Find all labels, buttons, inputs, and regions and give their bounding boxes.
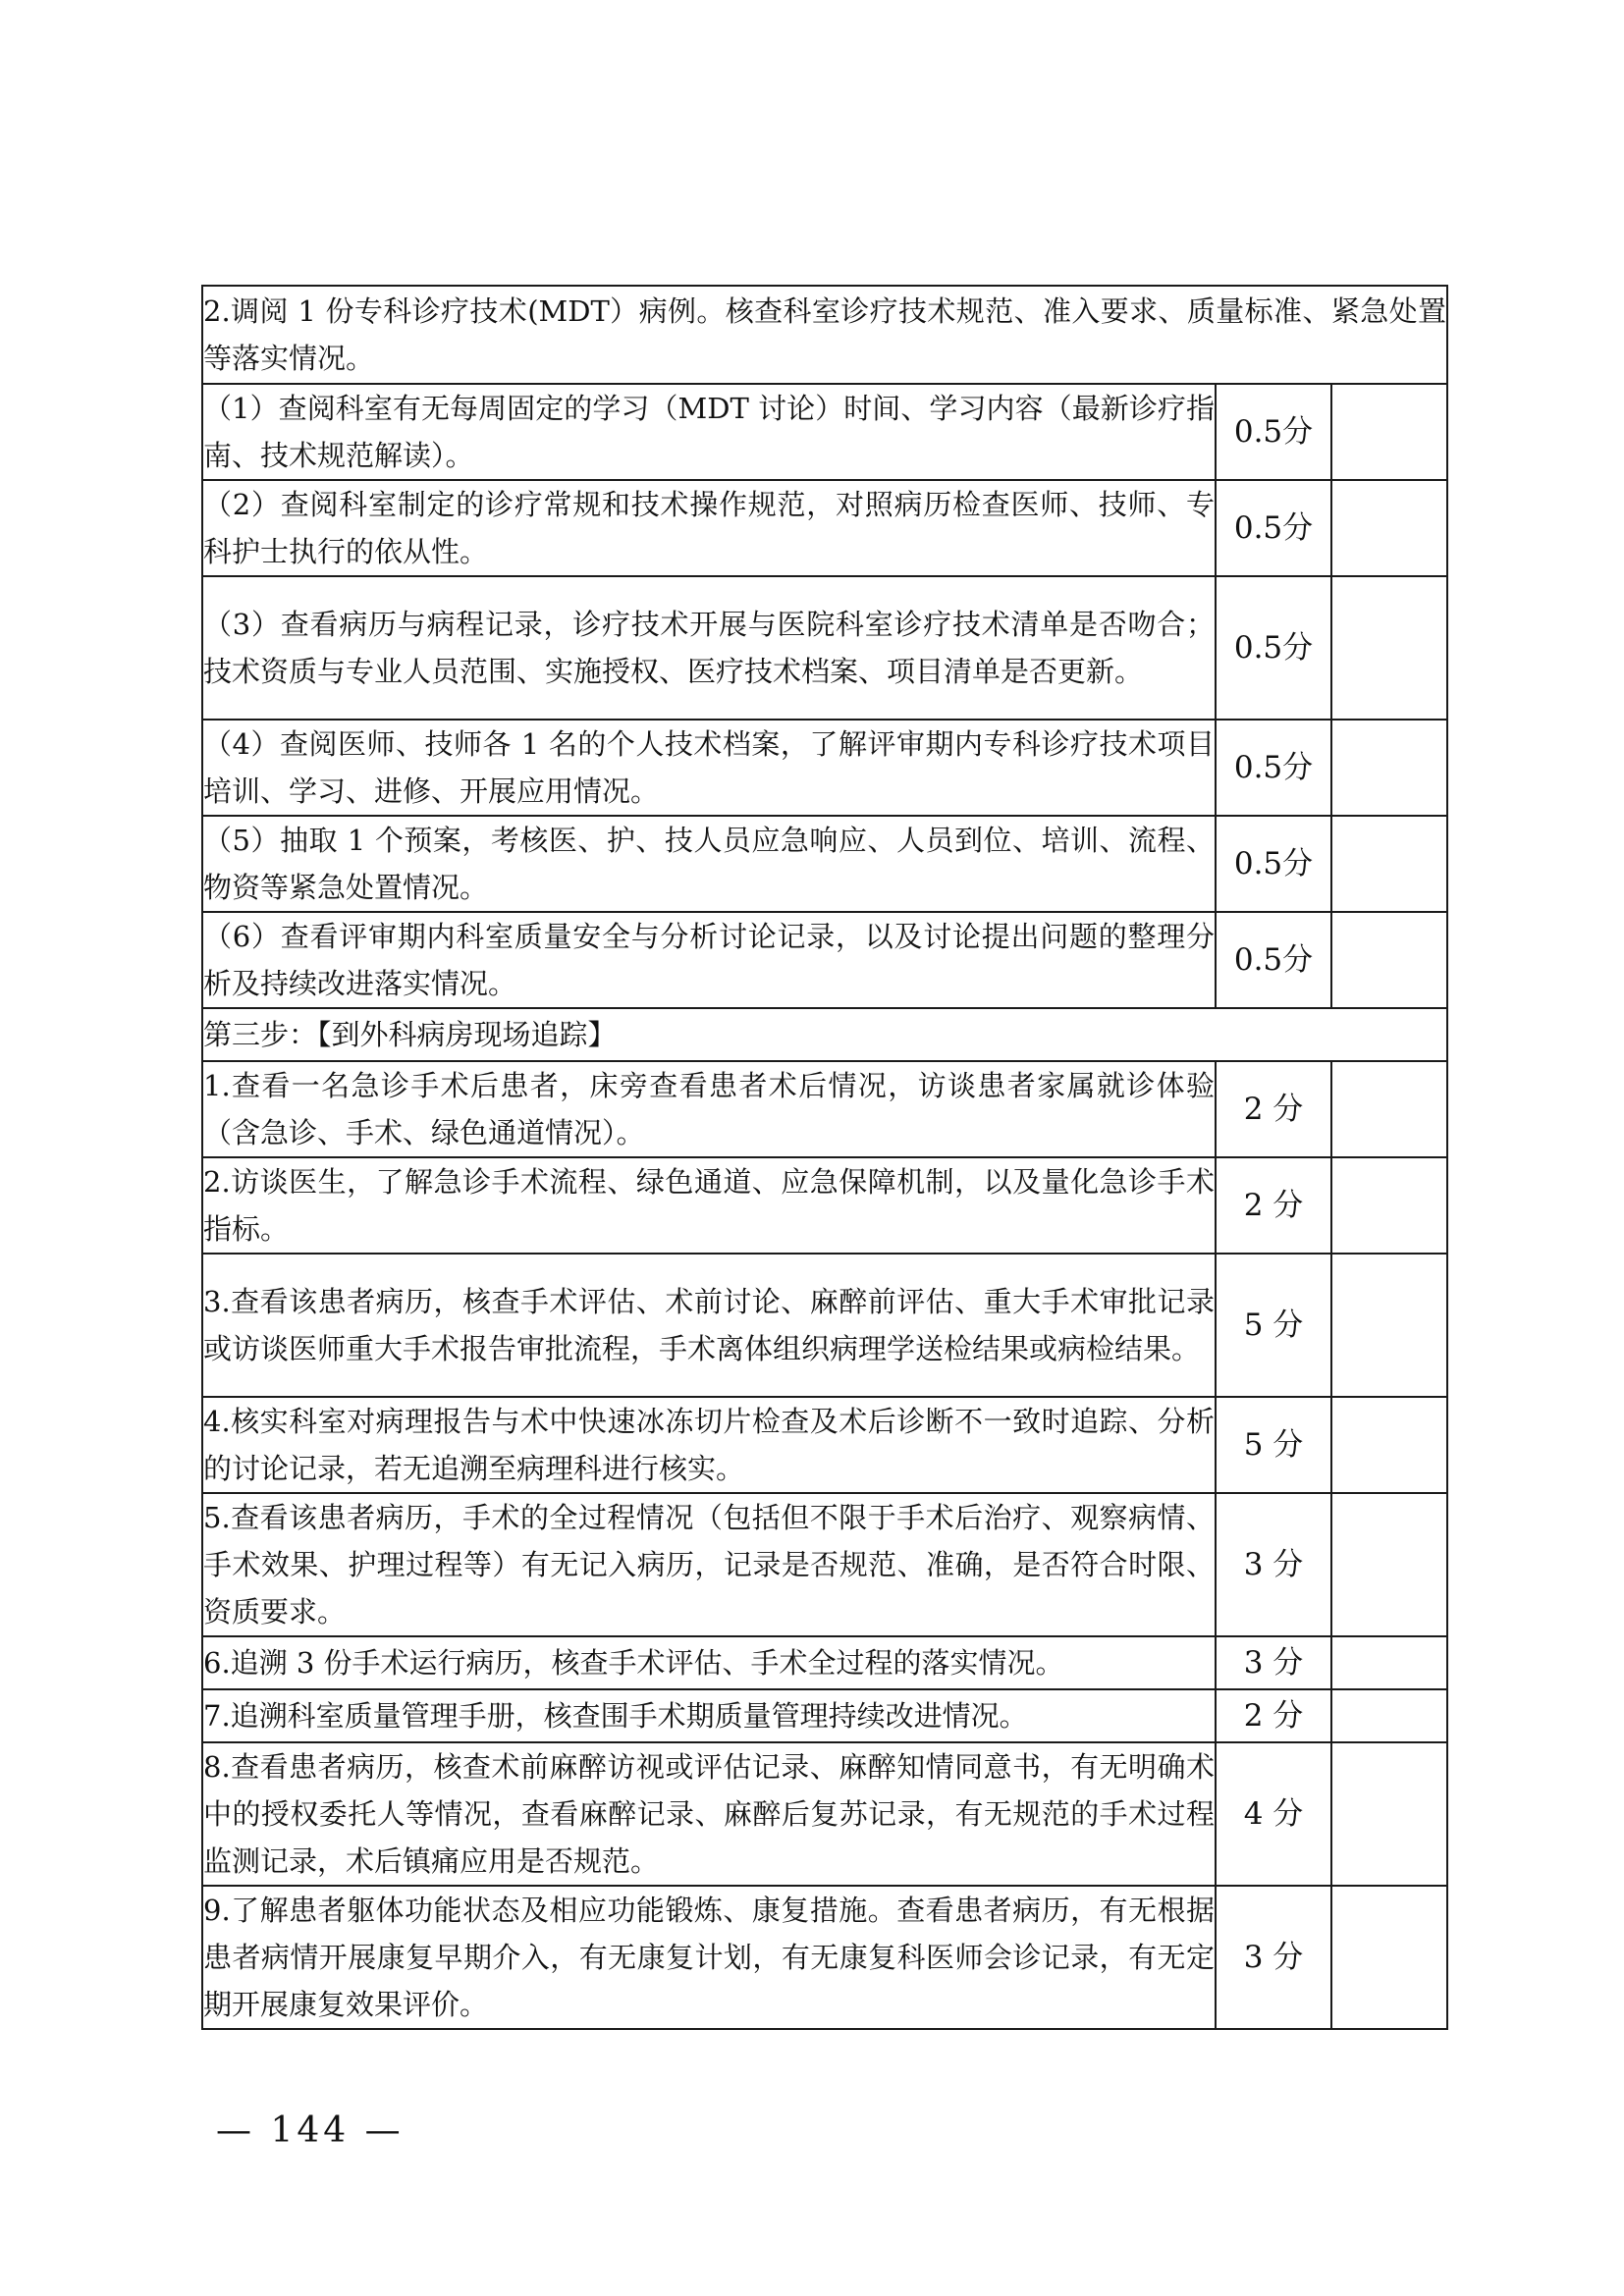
- row-text: （5）抽取 1 个预案，考核医、护、技人员应急响应、人员到位、培训、流程、物资等紧急处置情况。: [202, 816, 1216, 912]
- row-score: 0.5分: [1216, 912, 1331, 1008]
- section-header-row: [202, 1008, 1447, 1061]
- table-row: [202, 1254, 1447, 1397]
- row-score: 0.5分: [1216, 576, 1331, 720]
- row-blank-cell: [1331, 480, 1447, 576]
- row-score: 2 分: [1216, 1689, 1331, 1742]
- row-text: 2.调阅 1 份专科诊疗技术(MDT）病例。核查科室诊疗技术规范、准入要求、质量标准、紧急处置等落实情况。: [202, 286, 1447, 384]
- row-text: 1.查看一名急诊手术后患者，床旁查看患者术后情况，访谈患者家属就诊体验（含急诊、手术、绿色通道情况）。: [202, 1061, 1216, 1157]
- row-blank-cell: [1331, 816, 1447, 912]
- row-score: 0.5分: [1216, 480, 1331, 576]
- row-blank-cell: [1331, 1493, 1447, 1636]
- row-score: 0.5分: [1216, 816, 1331, 912]
- table-row: [202, 1493, 1447, 1636]
- row-blank-cell: [1331, 912, 1447, 1008]
- row-text: （1）查阅科室有无每周固定的学习（MDT 讨论）时间、学习内容（最新诊疗指南、技术规范解读）。: [202, 384, 1216, 480]
- row-text: （6）查看评审期内科室质量安全与分析讨论记录，以及讨论提出问题的整理分析及持续改进落实情况。: [202, 912, 1216, 1008]
- row-text: （3）查看病历与病程记录，诊疗技术开展与医院科室诊疗技术清单是否吻合；技术资质与专业人员范围、实施授权、医疗技术档案、项目清单是否更新。: [202, 576, 1216, 720]
- row-blank-cell: [1331, 384, 1447, 480]
- table-row: [202, 286, 1447, 384]
- table-row: [202, 720, 1447, 816]
- row-blank-cell: [1331, 1636, 1447, 1689]
- row-text: （4）查阅医师、技师各 1 名的个人技术档案，了解评审期内专科诊疗技术项目培训、学习、进修、开展应用情况。: [202, 720, 1216, 816]
- row-score: 3 分: [1216, 1886, 1331, 2029]
- table-row: [202, 1397, 1447, 1493]
- table-row: [202, 816, 1447, 912]
- row-score: 2 分: [1216, 1157, 1331, 1254]
- row-blank-cell: [1331, 1157, 1447, 1254]
- row-score: 0.5分: [1216, 384, 1331, 480]
- row-text: 9.了解患者躯体功能状态及相应功能锻炼、康复措施。查看患者病历，有无根据患者病情开展康复早期介入，有无康复计划，有无康复科医师会诊记录，有无定期开展康复效果评价。: [202, 1886, 1216, 2029]
- row-score: 5 分: [1216, 1254, 1331, 1397]
- row-blank-cell: [1331, 1742, 1447, 1886]
- row-text: 6.追溯 3 份手术运行病历，核查手术评估、手术全过程的落实情况。: [202, 1636, 1216, 1689]
- table-row: [202, 1636, 1447, 1689]
- row-blank-cell: [1331, 1689, 1447, 1742]
- row-text: 3.查看该患者病历，核查手术评估、术前讨论、麻醉前评估、重大手术审批记录或访谈医师重大手术报告审批流程，手术离体组织病理学送检结果或病检结果。: [202, 1254, 1216, 1397]
- row-blank-cell: [1331, 1061, 1447, 1157]
- row-score: 3 分: [1216, 1493, 1331, 1636]
- row-score: 2 分: [1216, 1061, 1331, 1157]
- row-text: 8.查看患者病历，核查术前麻醉访视或评估记录、麻醉知情同意书，有无明确术中的授权委托人等情况，查看麻醉记录、麻醉后复苏记录，有无规范的手术过程监测记录，术后镇痛应用是否规范。: [202, 1742, 1216, 1886]
- row-blank-cell: [1331, 1397, 1447, 1493]
- table-row: [202, 480, 1447, 576]
- evaluation-table-body: [202, 286, 1447, 2029]
- row-blank-cell: [1331, 1254, 1447, 1397]
- row-score: 0.5分: [1216, 720, 1331, 816]
- table-row: [202, 576, 1447, 720]
- row-score: 4 分: [1216, 1742, 1331, 1886]
- row-score: 5 分: [1216, 1397, 1331, 1493]
- table-row: [202, 1157, 1447, 1254]
- row-text: 2.访谈医生，了解急诊手术流程、绿色通道、应急保障机制，以及量化急诊手术指标。: [202, 1157, 1216, 1254]
- row-score: 3 分: [1216, 1636, 1331, 1689]
- section-title: 第三步：【到外科病房现场追踪】: [202, 1008, 1447, 1061]
- row-blank-cell: [1331, 576, 1447, 720]
- table-row: [202, 912, 1447, 1008]
- table-row: [202, 1886, 1447, 2029]
- row-text: 5.查看该患者病历，手术的全过程情况（包括但不限于手术后治疗、观察病情、手术效果、护理过程等）有无记入病历，记录是否规范、准确，是否符合时限、资质要求。: [202, 1493, 1216, 1636]
- row-blank-cell: [1331, 720, 1447, 816]
- row-text: 7.追溯科室质量管理手册，核查围手术期质量管理持续改进情况。: [202, 1689, 1216, 1742]
- table-row: [202, 1689, 1447, 1742]
- table-row: [202, 1061, 1447, 1157]
- evaluation-table-container: [201, 285, 1446, 2030]
- evaluation-table: [201, 285, 1448, 2030]
- page-number: — 144 —: [216, 2110, 405, 2151]
- row-text: （2）查阅科室制定的诊疗常规和技术操作规范，对照病历检查医师、技师、专科护士执行的依从性。: [202, 480, 1216, 576]
- table-row: [202, 1742, 1447, 1886]
- row-text: 4.核实科室对病理报告与术中快速冰冻切片检查及术后诊断不一致时追踪、分析的讨论记录，若无追溯至病理科进行核实。: [202, 1397, 1216, 1493]
- row-blank-cell: [1331, 1886, 1447, 2029]
- table-row: [202, 384, 1447, 480]
